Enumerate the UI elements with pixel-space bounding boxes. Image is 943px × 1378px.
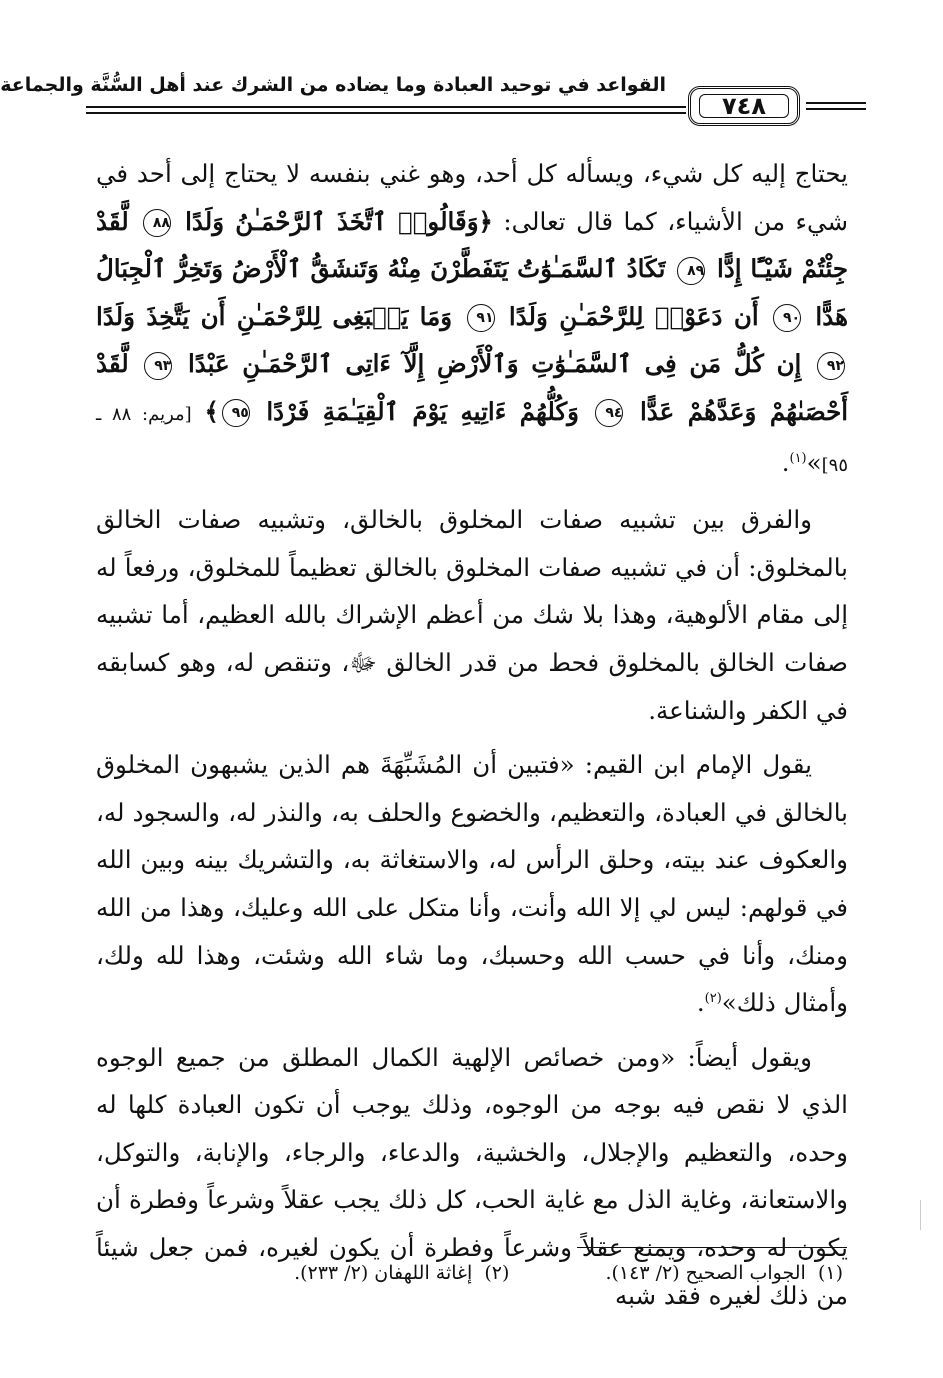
paragraph-1 — [96, 150, 848, 489]
quran-verse — [96, 207, 848, 426]
verse-text: وَكُلُّهُمْ ءَاتِيهِ يَوْمَ ٱلْقِيَـٰمَةِ فَرْدًا — [266, 396, 579, 426]
header-rule — [806, 102, 866, 104]
page-number: ٧٤٨ — [722, 92, 766, 120]
period: . — [696, 988, 705, 1018]
paragraph-1-text: يحتاج إليه كل شيء، ويسأله كل أحد، وهو غني بنفسه لا يحتاج إلى أحد في شيء من الأشياء، كما قال تعالى: — [96, 159, 848, 236]
running-header — [0, 66, 866, 132]
ayah-number-marker: ٩٥ — [222, 399, 250, 427]
ayah-number-marker: ٩٣ — [144, 352, 172, 380]
footnotes — [123, 1262, 843, 1284]
footnote-marker-1[interactable]: (١) — [789, 450, 807, 466]
ayah-number-marker: ٩٤ — [595, 399, 623, 427]
paragraph-3 — [96, 741, 848, 1027]
footnote-text: إغاثة اللهفان (٢/ ٢٣٣). — [294, 1262, 473, 1284]
footnote-text: الجواب الصحيح (٢/ ١٤٣). — [605, 1262, 806, 1284]
verse-text: لَّقَدْ أَحْصَىٰهُمْ وَعَدَّهُمْ عَدًّا — [96, 349, 849, 426]
verse-text: لَّقَدْ جِئْتُمْ شَيْـًٔا إِدًّا — [96, 206, 848, 284]
quote-close: » — [806, 447, 822, 477]
surah-reference: [مريم: ٨٨ ـ ٩٥] — [96, 403, 848, 476]
footnote-marker-2[interactable]: (٢) — [704, 990, 722, 1006]
verse-text: إِن كُلُّ مَن فِى ٱلسَّمَـٰوَٰتِ وَٱلْأَرْضِ إِلَّآ ءَاتِى ٱلرَّحْمَـٰنِ عَبْدًا — [187, 349, 802, 379]
margin-mark — [920, 1200, 921, 1230]
footnote-1 — [605, 1262, 843, 1284]
header-rule — [806, 108, 866, 110]
verse-close-bracket: ﴾ — [204, 396, 219, 426]
verse-text: ﴿وَقَالُوا۟ ٱتَّخَذَ ٱلرَّحْمَـٰنُ وَلَدًا — [185, 206, 493, 236]
footnote-number: (٢) — [484, 1262, 510, 1284]
footnote-number: (١) — [817, 1262, 843, 1284]
ayah-number-marker: ٩٠ — [773, 304, 801, 332]
verse-text: أَن دَعَوْا۟ لِلرَّحْمَـٰنِ وَلَدًا — [508, 301, 759, 331]
verse-text: وَمَا يَنۢبَغِى لِلرَّحْمَـٰنِ أَن يَتَّخِذَ وَلَدًا — [96, 301, 453, 331]
verse-text: تَكَادُ ٱلسَّمَـٰوَٰتُ يَتَفَطَّرْنَ مِنْهُ وَتَنشَقُّ ٱلْأَرْضُ وَتَخِرُّ ٱلْجِبَالُ هَدًّا — [96, 254, 849, 331]
ayah-number-marker: ٨٩ — [677, 257, 705, 285]
ayah-number-marker: ٩٢ — [817, 352, 845, 380]
main-text — [96, 150, 848, 1319]
footnote-2 — [294, 1262, 509, 1284]
footnote-separator — [577, 1247, 847, 1248]
header-rule — [86, 112, 686, 114]
header-title: القواعد في توحيد العبادة وما يضاده من الشرك عند أهل السُّنَّة والجماعة — [0, 74, 666, 96]
header-rule — [86, 106, 686, 108]
page-number-frame — [688, 86, 800, 126]
ayah-number-marker: ٩١ — [467, 304, 495, 332]
paragraph-4: ويقول أيضاً: «ومن خصائص الإلهية الكمال المطلق من جميع الوجوه الذي لا نقص فيه بوجه من الوجوه، وذلك يوجب أن تكون العبادة كلها له وحده، والتعظيم والإجلال، والخشية، والدعاء، والرجاء، والإنابة، والتوكل، والاستعانة، وغاية الذل مع غاية الحب، كل ذلك يجب عقلاً وشرعاً وفطرة أن يكون له وحده، ويمنع عقلاً وشرعاً وفطرة أن يكون لغيره، فمن جعل شيئاً من ذلك لغيره فقد شبه — [96, 1042, 848, 1310]
ayah-number-marker: ٨٨ — [143, 209, 171, 237]
period: . — [781, 447, 790, 477]
paragraph-2: والفرق بين تشبيه صفات المخلوق بالخالق، وتشبيه صفات الخالق بالمخلوق: أن في تشبيه صفات المخلوق بالخالق تعظيماً للمخلوق، ورفعاً له إلى مقام الألوهية، وهذا بلا شك من أعظم الإشراك بالله العظيم، أما تشبيه صفات الخالق بالمخلوق فحط من قدر الخالق ﷻ، وتنقص له، وهو كسابقه في الكفر والشناعة. — [96, 505, 848, 725]
paragraph-3-text: يقول الإمام ابن القيم: «فتبين أن المُشَبِّهَةَ هم الذين يشبهون المخلوق بالخالق في العبادة، والتعظيم، والخضوع والحلف به، والنذر له، والسجود له، والعكوف عند بيته، وحلق الرأس له، والاستغاثة به، والتشريك بينه وبين الله في قولهم: ليس لي إلا الله وأنت، وأنا متكل على الله وعليك، وهذا من الله ومنك، وأنا في حسب الله وحسبك، وما شاء الله وشئت، وهذا لله ولك، وأمثال ذلك» — [96, 750, 848, 1018]
